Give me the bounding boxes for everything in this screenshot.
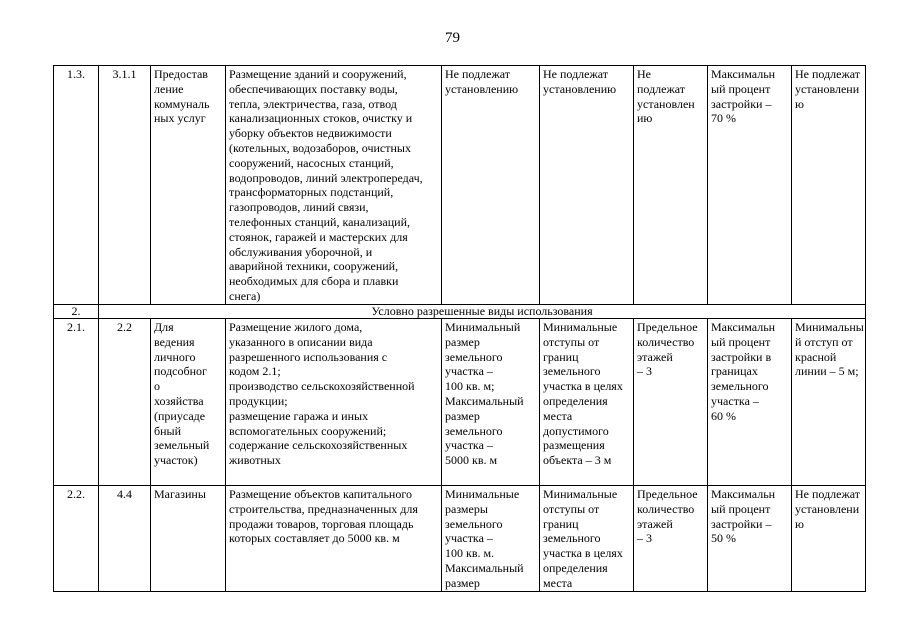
cell-line: обеспечивающих поставку воды, [229,81,398,96]
cell-line: обслуживания уборочной, и [229,244,373,259]
cell-line: установлени [795,81,860,96]
cell-line: земельного [445,349,503,364]
cell-line: хозяйства [154,393,204,408]
setback-cell [540,66,634,305]
cell-line: установлению [543,81,617,96]
cell-line: этажей [637,516,673,531]
cell-line: участка – [445,531,493,546]
cell-line: сооружений, насосных станций, [229,155,394,170]
cell-line: аварийной техники, сооружений, [229,259,399,274]
use-name-cell [151,319,226,486]
cell-line: участка – [445,364,493,379]
cell-line: земельного [543,364,601,379]
code-cell: 2.2 [99,319,151,486]
cell-line: коммуналь [154,96,210,111]
cell-line: размер [445,408,480,423]
cell-line: границ [543,516,579,531]
cell-line: личного [154,349,196,364]
coverage-cell [708,486,792,592]
cell-line: установлен [637,96,695,111]
description-cell [226,319,442,486]
cell-line: Для [154,320,174,334]
cell-line: ый процент [711,81,771,96]
cell-line: застройки – [711,96,772,111]
cell-line: подсобног [154,364,207,379]
floors-cell [634,319,708,486]
cell-line: определения [543,560,608,575]
cell-line: канализационных стоков, очистку и [229,111,413,126]
code-cell: 4.4 [99,486,151,592]
cell-line: участка – [711,393,759,408]
coverage-cell [708,66,792,305]
cell-line: ление [154,81,184,96]
cell-line: ый процент [711,334,771,349]
cell-line: Не подлежат [795,67,861,81]
cell-line: количество [637,334,695,349]
cell-line: участка – [445,438,493,453]
cell-line: участка в целях [543,546,623,561]
cell-line: застройки – [711,516,772,531]
table-row [54,486,866,592]
cell-line: участка в целях [543,379,623,394]
code-cell: 3.1.1 [99,66,151,305]
cell-line: Максимальный [445,560,524,575]
row-number-cell: 1.3. [54,66,99,305]
cell-line: продукции; [229,393,288,408]
description-cell [226,486,442,592]
cell-line: газопроводов, линий связи, [229,200,369,215]
red-line-setback-cell [792,319,866,486]
cell-line: линии – 5 м; [795,364,859,379]
cell-line: 5000 кв. м [445,453,498,468]
cell-line: установлени [795,501,860,516]
cell-line: земельного [445,516,503,531]
cell-line: Минимальные [445,487,520,501]
cell-line: снега) [229,288,261,303]
cell-line: Не [637,67,651,81]
section-title: Условно разрешенные виды использования [99,305,866,319]
cell-line: установлению [445,81,519,96]
regulations-table [53,65,866,592]
cell-line: Минимальны [795,320,864,334]
row-number-cell: 2.2. [54,486,99,592]
coverage-cell [708,319,792,486]
cell-line: й отступ от [795,334,853,349]
cell-line: размер [445,575,480,590]
cell-line: – 3 [637,364,652,379]
cell-line: земельный [154,438,210,453]
cell-line: места [543,575,573,590]
floors-cell [634,66,708,305]
cell-line: участок) [154,453,198,468]
cell-line: 70 % [711,111,736,126]
cell-line: допустимого [543,423,609,438]
cell-line: границах [711,364,758,379]
cell-line: водопроводов, линий электропередач, [229,170,423,185]
cell-line: продажи товаров, торговая площадь [229,516,414,531]
cell-line: места [543,408,573,423]
cell-line: этажей [637,349,673,364]
setback-cell [540,486,634,592]
cell-line: (приусаде [154,408,206,423]
cell-line: необходимых для сбора и плавки [229,274,399,289]
cell-line: указанного в описании вида [229,334,373,349]
cell-line: Размещение жилого дома, [229,320,363,334]
cell-line: границ [543,349,579,364]
cell-line: ию [637,111,653,126]
cell-line: земельного [543,531,601,546]
plot-size-cell [442,66,540,305]
use-name-cell [151,486,226,592]
cell-line: земельного [445,423,503,438]
cell-line: 60 % [711,408,736,423]
cell-line: Предельное [637,487,698,501]
cell-line: Магазины [154,487,206,501]
cell-line: бный [154,423,182,438]
cell-line: ый процент [711,501,771,516]
cell-line: 100 кв. м; [445,379,495,394]
cell-line: Максимальный [445,393,524,408]
cell-line: телефонных станций, канализаций, [229,214,411,229]
cell-line: земельного [711,379,769,394]
cell-line: ных услуг [154,111,206,126]
cell-line: (котельных, водозаборов, очистных [229,140,411,155]
floors-cell [634,486,708,592]
page-number: 79 [445,30,460,46]
description-cell [226,66,442,305]
cell-line: Максимальн [711,320,776,334]
cell-line: которых составляет до 5000 кв. м [229,531,400,546]
cell-line: разрешенного использования с [229,349,388,364]
cell-line: Максимальн [711,487,776,501]
cell-line: отступы от [543,501,600,516]
cell-line: размещения [543,438,605,453]
cell-line: размеры [445,501,488,516]
cell-line: Не подлежат [795,487,861,501]
cell-line: строительства, предназначенных для [229,501,418,516]
cell-line: ведения [154,334,195,349]
cell-line: уборку объектов недвижимости [229,126,392,141]
section-number-cell: 2. [54,305,99,319]
cell-line: Предельное [637,320,698,334]
red-line-setback-cell [792,486,866,592]
cell-line: Не подлежат [543,67,609,81]
cell-line: Размещение объектов капитального [229,487,412,501]
cell-line: количество [637,501,695,516]
cell-line: стоянок, гаражей и мастерских для [229,229,408,244]
cell-line: определения [543,393,608,408]
cell-line: 100 кв. м. [445,546,495,561]
section-row [54,305,866,319]
cell-line: объекта – 3 м [543,453,612,468]
red-line-setback-cell [792,66,866,305]
cell-line: Размещение зданий и сооружений, [229,67,407,81]
cell-line: кодом 2.1; [229,364,281,379]
cell-line: размещение гаража и иных [229,408,369,423]
cell-line: подлежат [637,81,686,96]
cell-line: – 3 [637,531,652,546]
setback-cell [540,319,634,486]
cell-line: Не подлежат [445,67,511,81]
cell-line: размер [445,334,480,349]
table-row [54,319,866,486]
cell-line: Минимальные [543,487,618,501]
cell-line: тепла, электричества, газа, отвод [229,96,397,111]
cell-line: 50 % [711,531,736,546]
table-row [54,66,866,305]
plot-size-cell [442,486,540,592]
cell-line: Предостав [154,67,208,81]
cell-line: Минимальный [445,320,521,334]
cell-line: вспомогательных сооружений; [229,423,387,438]
cell-line: ю [795,96,804,111]
cell-line: ю [795,516,804,531]
row-number-cell: 2.1. [54,319,99,486]
cell-line: производство сельскохозяйственной [229,379,415,394]
cell-line: содержание сельскохозяйственных [229,438,408,453]
cell-line: животных [229,453,281,468]
plot-size-cell [442,319,540,486]
cell-line: о [154,379,160,394]
use-name-cell [151,66,226,305]
cell-line: красной [795,349,837,364]
cell-line: трансформаторных подстанций, [229,185,394,200]
cell-line: отступы от [543,334,600,349]
cell-line: Минимальные [543,320,618,334]
cell-line: застройки в [711,349,772,364]
cell-line: Максимальн [711,67,776,81]
